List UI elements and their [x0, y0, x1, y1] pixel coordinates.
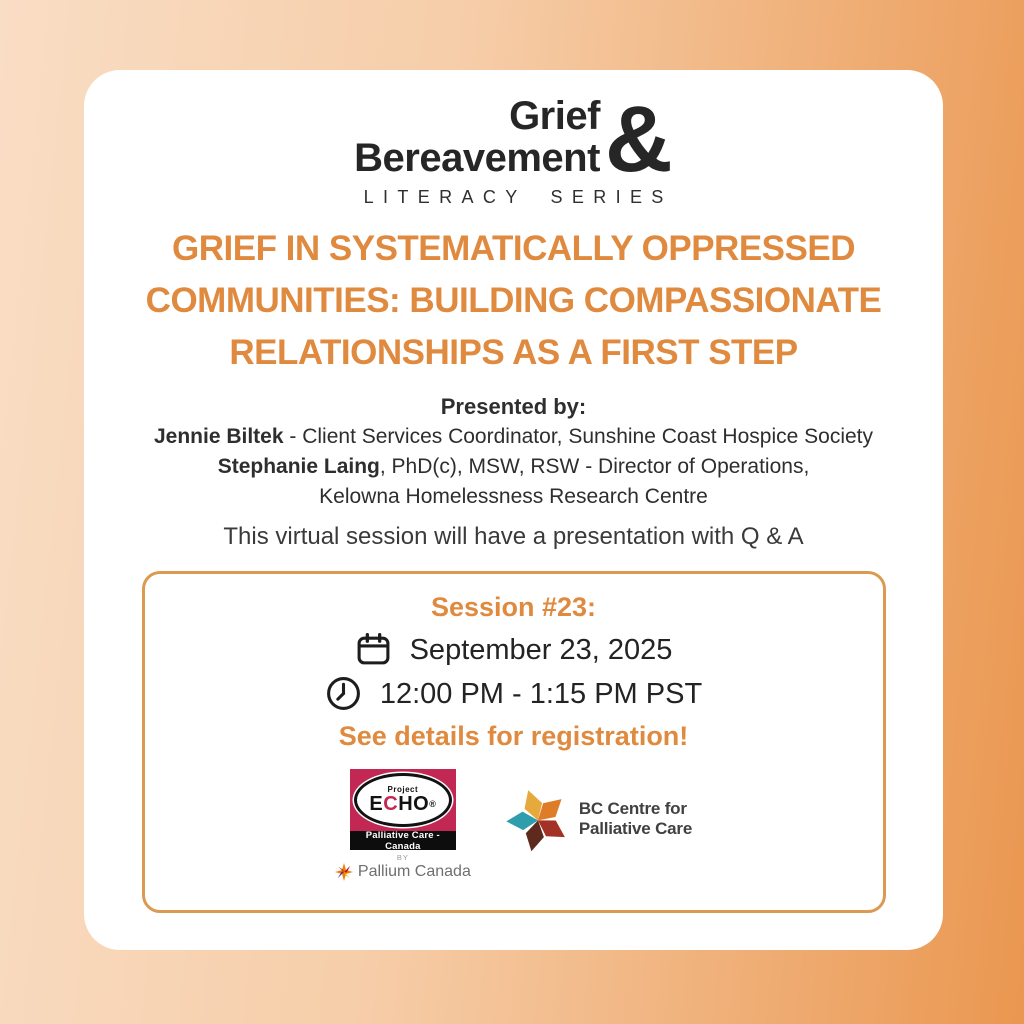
- event-title-line-3: RELATIONSHIPS AS A FIRST STEP: [229, 333, 798, 372]
- registration-cta: See details for registration!: [338, 721, 689, 751]
- event-title-line-1: GRIEF IN SYSTEMATICALLY OPPRESSED: [172, 229, 855, 268]
- session-time-row: [145, 675, 883, 712]
- session-details-box: [142, 571, 886, 913]
- grief-bereavement-logo: [84, 86, 943, 208]
- bc-centre-logo: [505, 784, 692, 854]
- presenter-1-name: Jennie Biltek: [153, 425, 284, 448]
- session-note: This virtual session will have a presentation with Q & A: [223, 523, 804, 550]
- session-date: September 23, 2025: [409, 633, 673, 666]
- echo-by-label: BY: [396, 853, 409, 862]
- event-title-line-2: COMMUNITIES: BUILDING COMPASSIONATE: [145, 281, 882, 320]
- project-echo-logo: [335, 769, 471, 881]
- session-number-heading: Session #23:: [430, 592, 597, 622]
- presenter-1-details: - Client Services Coordinator, Sunshine Coast Hospice Society: [283, 425, 873, 448]
- ampersand-glyph: &: [604, 86, 673, 191]
- presenter-2-organization: Kelowna Homelessness Research Centre: [319, 485, 708, 508]
- bc-centre-wordmark: BC Centre for Palliative Care: [578, 799, 693, 838]
- presenter-1: [84, 422, 943, 452]
- presenters-section: [84, 392, 943, 512]
- pallium-canada-label: Pallium Canada: [357, 863, 471, 880]
- pallium-star-icon: [335, 863, 353, 881]
- presented-by-heading: Presented by:: [440, 394, 587, 419]
- session-date-row: [145, 631, 883, 668]
- echo-banner: Palliative Care - Canada: [350, 831, 456, 850]
- registered-mark: ®: [429, 799, 437, 809]
- echo-project-label: Project: [387, 785, 419, 794]
- bc-pinwheel-icon: [505, 784, 571, 854]
- flyer-card: [84, 70, 943, 950]
- logo-wordmark: [84, 86, 943, 191]
- presenter-2-name: Stephanie Laing: [217, 455, 380, 478]
- logo-word-bereavement: Bereavement: [354, 136, 600, 180]
- logo-subtitle: LITERACY SERIES: [363, 187, 673, 207]
- calendar-icon: [355, 631, 392, 668]
- echo-wordmark: ECHO®: [369, 793, 437, 815]
- event-title: [84, 223, 943, 379]
- pallium-canada-logo: [335, 863, 471, 881]
- presenter-2: [84, 452, 943, 482]
- clock-icon: [325, 675, 362, 712]
- session-time: 12:00 PM - 1:15 PM PST: [379, 677, 703, 710]
- logo-word-grief: Grief: [509, 94, 600, 138]
- presenter-2-details: , PhD(c), MSW, RSW - Director of Operations,: [379, 455, 810, 478]
- partner-logos: [145, 769, 883, 881]
